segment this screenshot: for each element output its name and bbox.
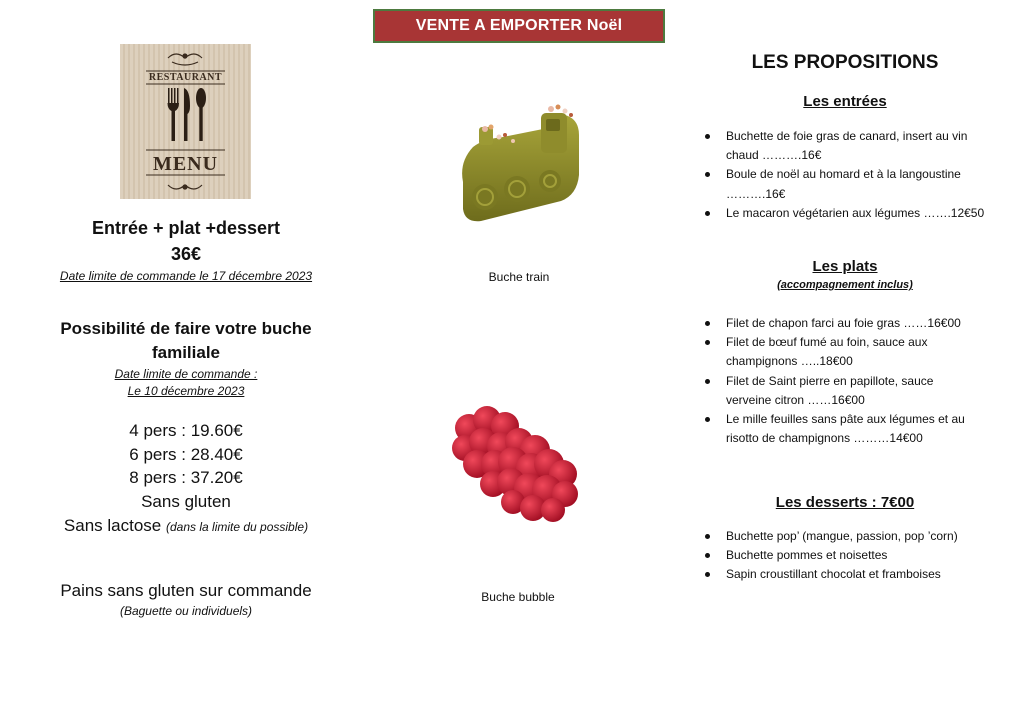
banner-title: VENTE A EMPORTER Noël: [415, 17, 623, 34]
list-item: Filet de chapon farci au foie gras ……16€00: [726, 314, 988, 333]
list-item: Le macaron végétarien aux légumes …….12€50: [726, 204, 988, 223]
buche-price-8: 8 pers : 37.20€: [129, 468, 243, 487]
logo-menu-text: MENU: [152, 153, 219, 175]
lactose-label: Sans lactose: [63, 516, 162, 535]
buche-train-image: [455, 97, 585, 227]
bubble-caption: Buche bubble: [481, 590, 555, 604]
fork-icon: [168, 88, 180, 141]
buche-deadline-line1: Date limite de commande :: [114, 367, 258, 381]
list-item: Buchette de foie gras de canard, insert au vin chaud ……….16€: [726, 127, 988, 165]
bread-title: Pains sans gluten sur commande: [60, 581, 312, 600]
plats-title: Les plats: [812, 258, 878, 275]
list-item: Filet de Saint pierre en papillote, sauce verveine citron ……16€00: [726, 372, 988, 410]
list-item: Le mille feuilles sans pâte aux légumes et au risotto de champignons ………14€00: [726, 410, 988, 448]
plats-list: [726, 314, 988, 448]
list-item: Filet de bœuf fumé au foin, sauce aux champignons …..18€00: [726, 333, 988, 371]
buche-deadline-line2: Le 10 décembre 2023: [127, 384, 245, 398]
buche-gluten-free: Sans gluten: [141, 492, 231, 511]
logo-restaurant-text: RESTAURANT: [148, 72, 223, 83]
buche-bubble-image: [447, 398, 587, 538]
spoon-icon: [196, 88, 206, 141]
restaurant-menu-logo: [120, 44, 251, 199]
entrees-title: Les entrées: [803, 93, 887, 110]
formula-deadline: Date limite de commande le 17 décembre 2023: [59, 269, 313, 283]
buche-title-line2: familiale: [151, 343, 221, 362]
bread-note: (Baguette ou individuels): [119, 604, 253, 618]
knife-icon: [184, 88, 190, 141]
list-item: Sapin croustillant chocolat et framboises: [726, 565, 988, 584]
desserts-title: Les desserts : 7€00: [775, 494, 915, 511]
buche-title-line1: Possibilité de faire votre buche: [60, 319, 312, 338]
plats-subtitle: (accompagnement inclus): [777, 279, 913, 291]
list-item: Boule de noël au homard et à la langoustine ……….16€: [726, 165, 988, 203]
buche-lactose-free: [20, 514, 352, 538]
lactose-note: (dans la limite du possible): [166, 520, 309, 534]
list-item: Buchette pommes et noisettes: [726, 546, 988, 565]
desserts-list: [726, 527, 988, 585]
propositions-title: LES PROPOSITIONS: [751, 52, 939, 73]
buche-price-6: 6 pers : 28.40€: [129, 445, 243, 464]
entrees-list: [726, 127, 988, 223]
formula-price: 36€: [170, 244, 202, 264]
buche-price-4: 4 pers : 19.60€: [129, 421, 243, 440]
formula-title: Entrée + plat +dessert: [91, 218, 281, 238]
header-banner: [373, 9, 665, 43]
train-caption: Buche train: [488, 270, 550, 284]
list-item: Buchette pop’ (mangue, passion, pop ’corn): [726, 527, 988, 546]
